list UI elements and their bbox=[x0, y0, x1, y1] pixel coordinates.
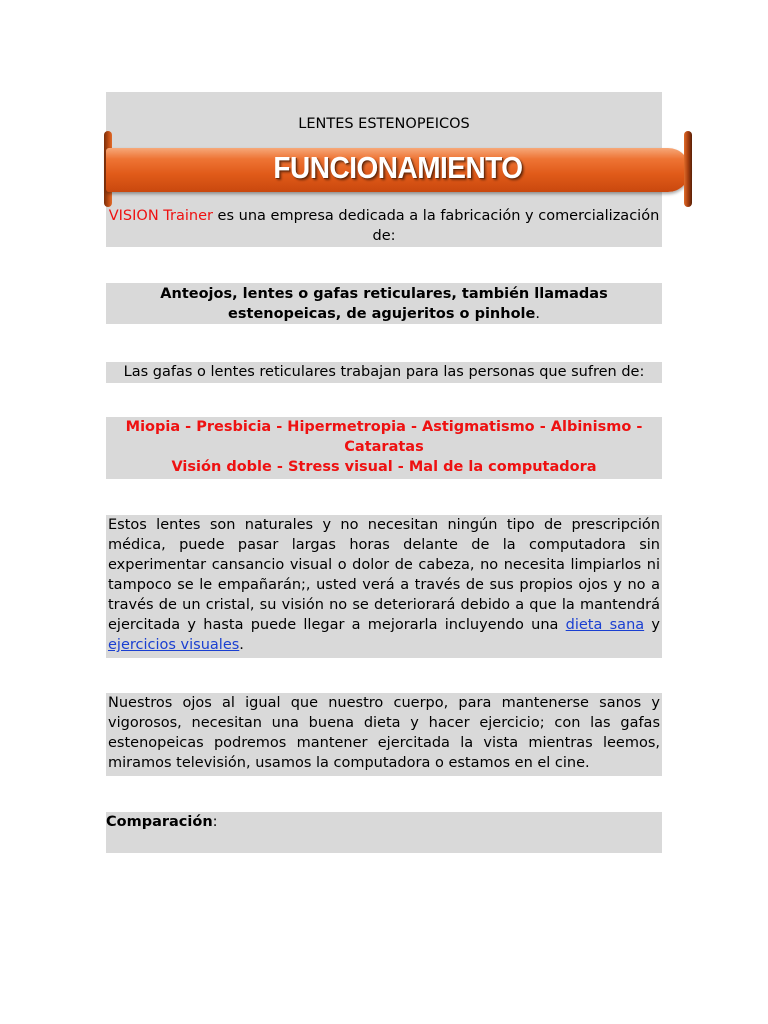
comparison-label: Comparación bbox=[106, 814, 213, 830]
conditions-line-1: Miopia - Presbicia - Hipermetropia - Astigmatismo - Albinismo - Cataratas bbox=[125, 419, 643, 455]
comparison-colon: : bbox=[212, 814, 218, 830]
products-panel bbox=[106, 283, 662, 324]
brand-name: VISION Trainer bbox=[108, 208, 213, 224]
products-period: . bbox=[535, 306, 540, 322]
benefits-paragraph bbox=[106, 515, 662, 658]
comparison-panel bbox=[106, 812, 662, 853]
conditions-panel bbox=[106, 417, 662, 479]
banner-right-cap bbox=[684, 131, 692, 207]
health-paragraph bbox=[106, 693, 662, 776]
intro-description: es una empresa dedicada a la fabricación y comercialización de: bbox=[212, 208, 660, 244]
page-title: LENTES ESTENOPEICOS bbox=[298, 116, 470, 132]
conditions-line-2: Visión doble - Stress visual - Mal de la computadora bbox=[171, 459, 597, 475]
benefits-end: . bbox=[239, 637, 244, 653]
products-text: Anteojos, lentes o gafas reticulares, también llamadas estenopeicas, de agujeritos o pinhole bbox=[160, 286, 608, 322]
visual-exercises-link[interactable]: ejercicios visuales bbox=[108, 637, 240, 653]
healthy-diet-link[interactable]: dieta sana bbox=[565, 617, 645, 633]
intro-text bbox=[106, 206, 662, 246]
section-banner bbox=[106, 148, 690, 192]
benefits-connector: y bbox=[644, 617, 660, 633]
conditions-intro-text: Las gafas o lentes reticulares trabajan para las personas que sufren de: bbox=[123, 364, 645, 380]
benefits-text: Estos lentes son naturales y no necesitan ningún tipo de prescripción médica, puede pasar largas horas delante de la computadora sin experimentar cansancio visual o dolor de cabeza, no necesita limpiarlos ni tampoco se le empañarán;, usted verá a través de sus propios ojos y no a través de un cristal, su visión no se deteriorará debido a que la mantendrá ejercitada y hasta puede llegar a mejorarla incluyendo una bbox=[108, 517, 660, 633]
health-text: Nuestros ojos al igual que nuestro cuerpo, para mantenerse sanos y vigorosos, necesitan una buena dieta y hacer ejercicio; con las gafas estenopeicas podremos mantener ejercitada la vista mientras leemos, miramos televisión, usamos la computadora o estamos en el cine. bbox=[108, 695, 660, 771]
banner-title: FUNCIONAMIENTO bbox=[273, 150, 523, 185]
conditions-intro-panel bbox=[106, 362, 662, 383]
